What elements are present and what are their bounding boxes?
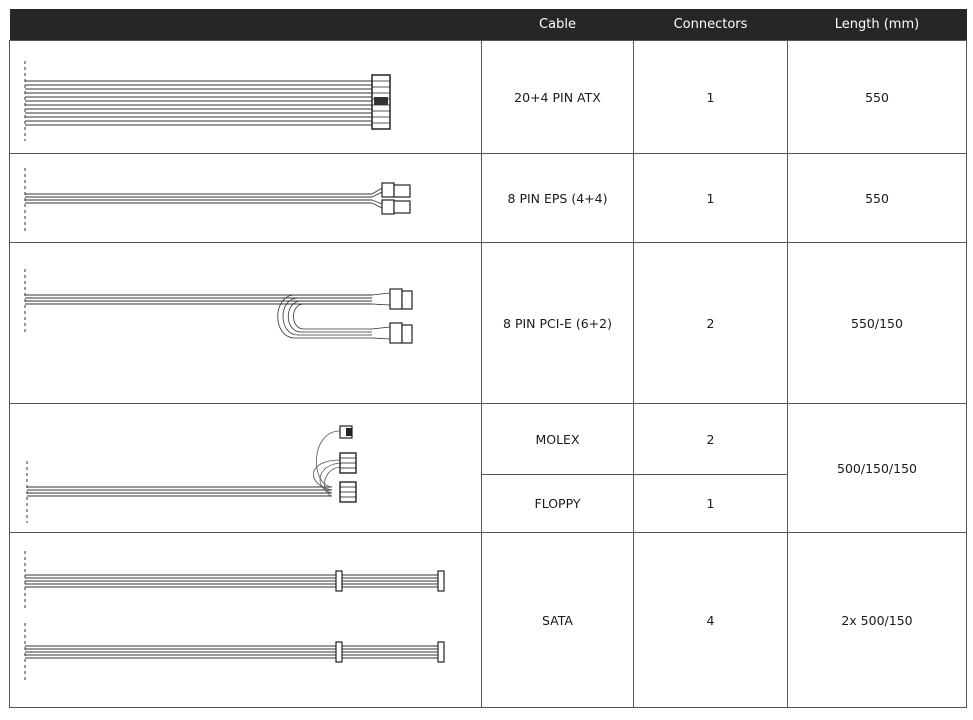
cable-name-cell: SATA	[482, 533, 634, 708]
molex-floppy-cable-icon	[10, 405, 482, 532]
length-cell: 550/150	[788, 243, 967, 404]
connectors-count-cell: 1	[634, 154, 788, 243]
length-cell: 550	[788, 41, 967, 154]
length-cell: 500/150/150	[788, 404, 967, 533]
table-row	[10, 41, 967, 154]
pcie-8pin-cable-icon	[10, 243, 482, 403]
cable-name-cell: 20+4 PIN ATX	[482, 41, 634, 154]
length-cell: 550	[788, 154, 967, 243]
cable-name-cell: MOLEX	[482, 404, 634, 475]
image-column-header	[10, 9, 482, 41]
psu-cable-table-container	[9, 9, 966, 713]
atx-cable-image-cell	[10, 41, 482, 154]
length-cell: 2x 500/150	[788, 533, 967, 708]
connectors-count-cell: 2	[634, 404, 788, 475]
connectors-count-cell: 1	[634, 41, 788, 154]
cable-column-header: Cable	[482, 9, 634, 41]
connectors-count-cell: 1	[634, 475, 788, 533]
psu-cable-table	[9, 9, 967, 708]
table-row	[10, 243, 967, 404]
sata-cable-icon	[10, 533, 482, 707]
eps-cable-image-cell	[10, 154, 482, 243]
pcie-cable-image-cell	[10, 243, 482, 404]
table-row	[10, 533, 967, 708]
table-row	[10, 154, 967, 243]
atx-24pin-cable-icon	[10, 41, 482, 153]
cable-name-cell: 8 PIN EPS (4+4)	[482, 154, 634, 243]
connectors-count-cell: 4	[634, 533, 788, 708]
molex-floppy-cable-image-cell	[10, 404, 482, 533]
cable-name-cell: FLOPPY	[482, 475, 634, 533]
length-column-header: Length (mm)	[788, 9, 967, 41]
table-header-row	[10, 9, 967, 41]
sata-cable-image-cell	[10, 533, 482, 708]
connectors-count-cell: 2	[634, 243, 788, 404]
eps-8pin-cable-icon	[10, 154, 482, 242]
connectors-column-header: Connectors	[634, 9, 788, 41]
table-row	[10, 404, 967, 475]
cable-name-cell: 8 PIN PCI-E (6+2)	[482, 243, 634, 404]
